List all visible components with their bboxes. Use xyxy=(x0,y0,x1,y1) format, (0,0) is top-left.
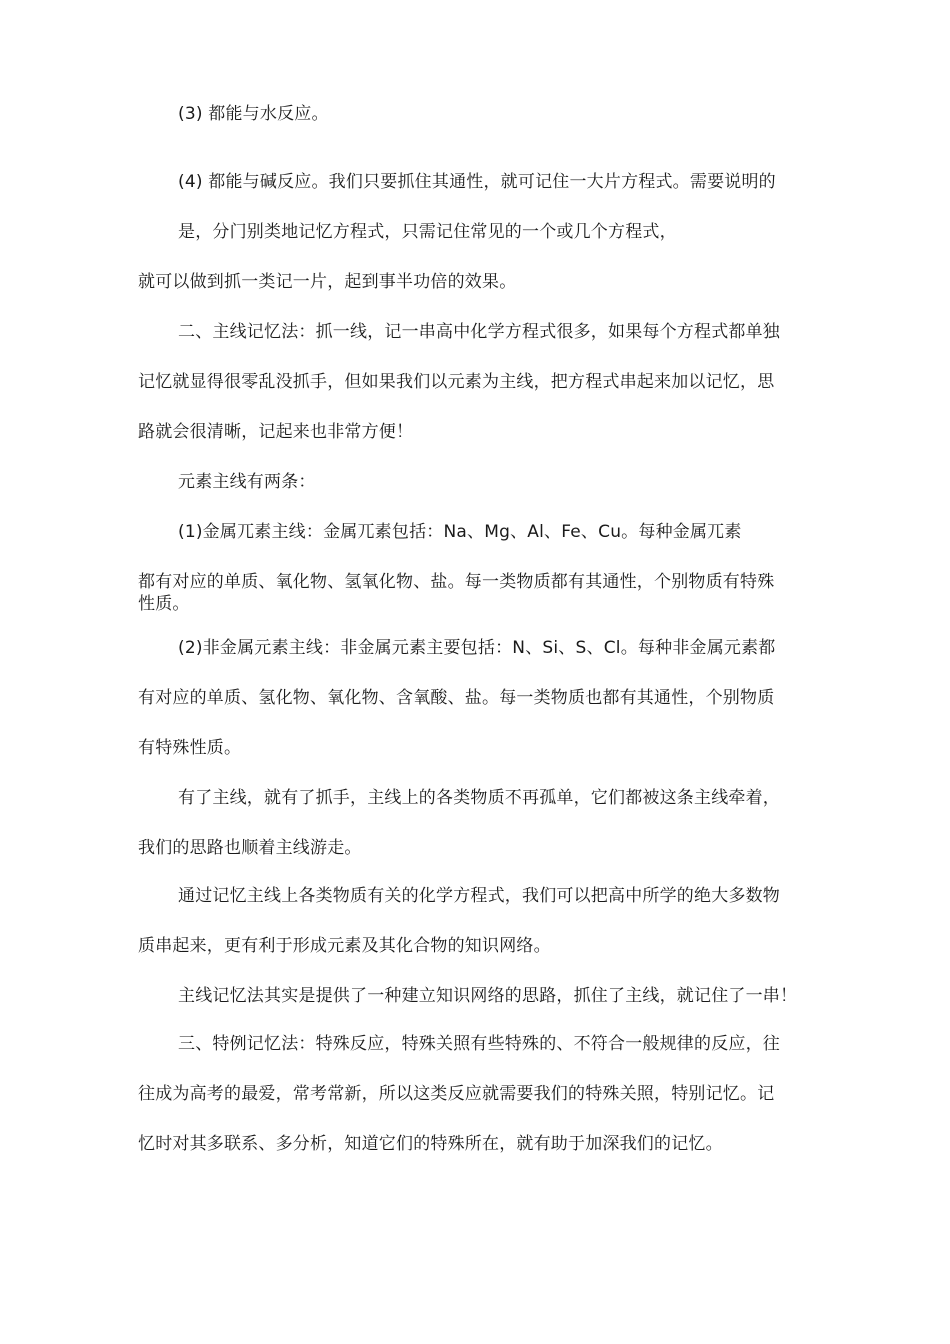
paragraph-line: 忆时对其多联系、多分析，知道它们的特殊所在，就有助于加深我们的记忆。 xyxy=(138,1134,723,1154)
paragraph-line: 元素主线有两条： xyxy=(178,472,316,492)
paragraph-line: 有对应的单质、氢化物、氧化物、含氧酸、盐。每一类物质也都有其通性，个别物质 xyxy=(138,688,775,708)
paragraph-line: 通过记忆主线上各类物质有关的化学方程式，我们可以把高中所学的绝大多数物 xyxy=(178,886,780,906)
paragraph-line: 三、特例记忆法：特殊反应，特殊关照有些特殊的、不符合一般规律的反应，往 xyxy=(178,1034,780,1054)
paragraph-line: 主线记忆法其实是提供了一种建立知识网络的思路，抓住了主线，就记住了一串！ xyxy=(178,986,798,1006)
paragraph-line: 质串起来，更有利于形成元素及其化合物的知识网络。 xyxy=(138,936,551,956)
paragraph-line: 有特殊性质。 xyxy=(138,738,242,758)
paragraph-line: 往成为高考的最爱，常考常新，所以这类反应就需要我们的特殊关照，特别记忆。记 xyxy=(138,1084,775,1104)
paragraph-line: (1)金属兀素主线：金属兀素包括：Na、Mg、Al、Fe、Cu。每种金属兀素 xyxy=(178,522,742,542)
paragraph-line: 路就会很清晰，记起来也非常方便！ xyxy=(138,422,414,442)
paragraph-line: 我们的思路也顺着主线游走。 xyxy=(138,838,362,858)
paragraph-line: 记忆就显得很零乱没抓手，但如果我们以元素为主线，把方程式串起来加以记忆，思 xyxy=(138,372,775,392)
paragraph-line: 就可以做到抓一类记一片，起到事半功倍的效果。 xyxy=(138,272,517,292)
paragraph-line: 是，分门别类地记忆方程式，只需记住常见的一个或几个方程式， xyxy=(178,222,677,242)
paragraph-line: 都有对应的单质、氧化物、氢氧化物、盐。每一类物质都有其通性，个别物质有特殊 xyxy=(138,572,775,592)
paragraph-line: (2)非金属元素主线：非金属元素主要包括：N、Si、S、Cl。每种非金属元素都 xyxy=(178,638,776,658)
paragraph-line: 性质。 xyxy=(138,594,190,614)
paragraph-line: 有了主线，就有了抓手，主线上的各类物质不再孤单，它们都被这条主线牵着， xyxy=(178,788,780,808)
paragraph-line: (4) 都能与碱反应。我们只要抓住其通性，就可记住一大片方程式。需要说明的 xyxy=(178,172,776,192)
paragraph-line: (3) 都能与水反应。 xyxy=(178,104,329,124)
paragraph-line: 二、主线记忆法：抓一线，记一串高中化学方程式很多，如果每个方程式都单独 xyxy=(178,322,780,342)
